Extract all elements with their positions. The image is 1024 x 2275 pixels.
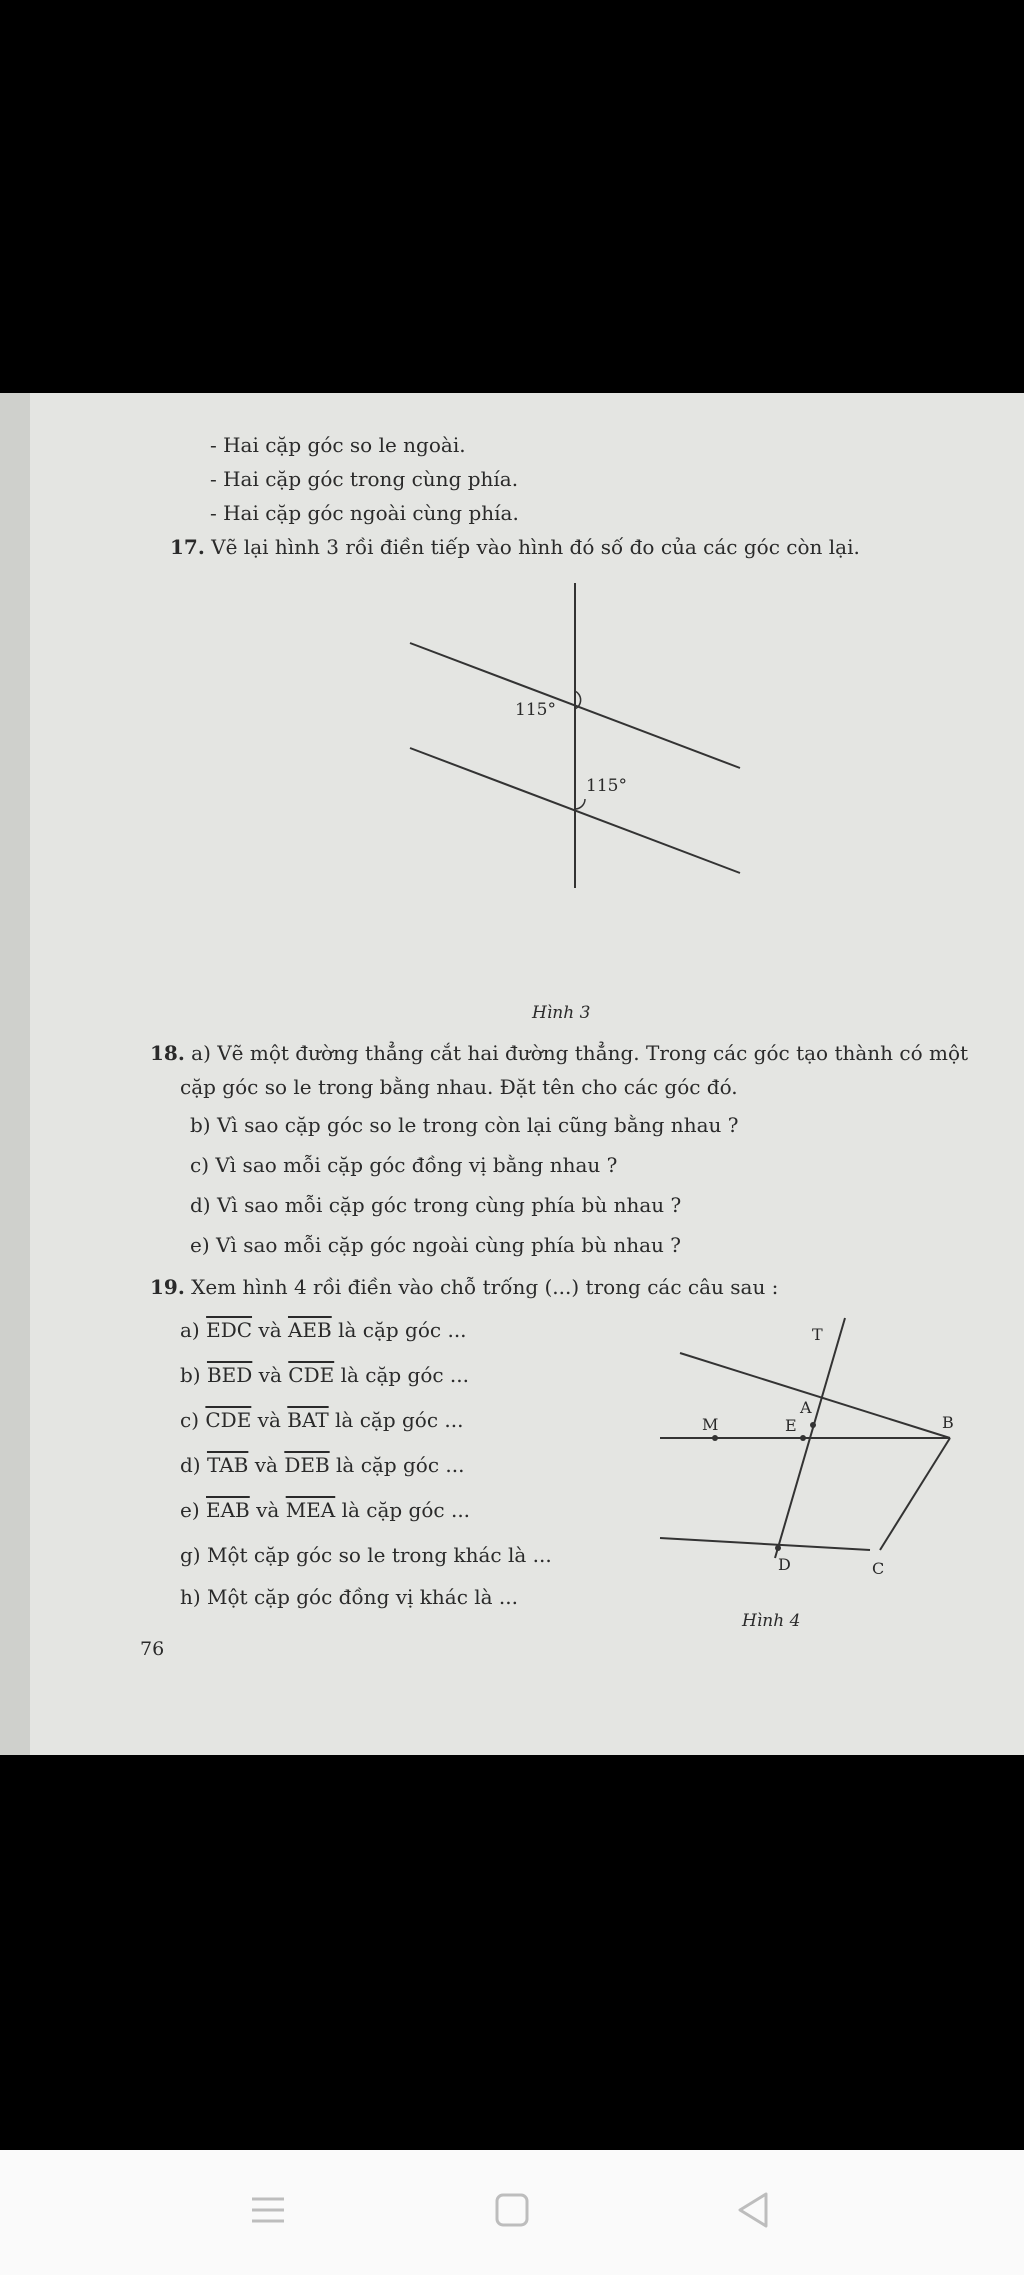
item-prefix: b) (180, 1363, 201, 1387)
angle-name: $\overline{TAB}$ (206, 1453, 249, 1477)
question-19 (150, 1275, 778, 1299)
segment-BC (880, 1438, 950, 1550)
question-18-number: 18. (150, 1041, 185, 1065)
home-button[interactable] (482, 2180, 542, 2240)
figure-4 (650, 1318, 980, 1588)
point-A (810, 1422, 816, 1428)
question-17 (170, 535, 860, 559)
bullet-2: - Hai cặp góc trong cùng phía. (210, 467, 519, 491)
conjunction: và (257, 1408, 281, 1432)
bullet-1: - Hai cặp góc so le ngoài. (210, 433, 466, 457)
question-18-b: b) Vì sao cặp góc so le trong còn lại cũng bằng nhau ? (190, 1113, 739, 1137)
angle-label-bottom: 115° (586, 776, 627, 796)
question-18-d: d) Vì sao mỗi cặp góc trong cùng phía bù nhau ? (190, 1193, 682, 1217)
question-19-b (180, 1363, 469, 1387)
label-D: D (778, 1555, 791, 1574)
item-prefix: d) (180, 1453, 201, 1477)
question-18-c: c) Vì sao mỗi cặp góc đồng vị bằng nhau ? (190, 1153, 618, 1177)
textbook-page (0, 393, 1024, 1755)
item-suffix: là cặp góc ... (335, 1408, 464, 1432)
question-18-a-line1 (150, 1041, 968, 1065)
item-suffix: là cặp góc ... (340, 1363, 469, 1387)
question-19-h: h) Một cặp góc đồng vị khác là ... (180, 1585, 519, 1609)
home-icon (482, 2180, 542, 2240)
page-edge (0, 393, 30, 1755)
question-17-text: Vẽ lại hình 3 rồi điền tiếp vào hình đó số đo của các góc còn lại. (211, 535, 860, 559)
conjunction: và (258, 1318, 282, 1342)
angle-name: $\overline{CDE}$ (205, 1408, 252, 1432)
point-M (712, 1435, 718, 1441)
question-19-e (180, 1498, 470, 1522)
question-19-d (180, 1453, 464, 1477)
question-18-e: e) Vì sao mỗi cặp góc ngoài cùng phía bù nhau ? (190, 1233, 681, 1257)
angle-name: $\overline{BAT}$ (287, 1408, 329, 1432)
conjunction: và (254, 1453, 278, 1477)
question-17-number: 17. (170, 535, 205, 559)
conjunction: và (256, 1498, 280, 1522)
figure-4-caption: Hình 4 (742, 1611, 801, 1631)
angle-name: $\overline{BED}$ (206, 1363, 253, 1387)
line-DC (660, 1538, 870, 1550)
menu-icon (238, 2180, 298, 2240)
label-A: A (800, 1398, 812, 1417)
angle-name: $\overline{AEB}$ (287, 1318, 332, 1342)
back-icon (724, 2180, 784, 2240)
item-prefix: c) (180, 1408, 200, 1432)
question-18-a-text: a) Vẽ một đường thẳng cắt hai đường thẳng. Trong các góc tạo thành có một (191, 1041, 969, 1065)
question-19-text: Xem hình 4 rồi điền vào chỗ trống (...) trong các câu sau : (191, 1275, 779, 1299)
figure-3 (400, 583, 760, 913)
point-D (775, 1545, 781, 1551)
point-E (800, 1435, 806, 1441)
angle-name: $\overline{MEA}$ (285, 1498, 336, 1522)
label-M: M (702, 1415, 719, 1434)
label-E: E (785, 1416, 797, 1435)
conjunction: và (258, 1363, 282, 1387)
label-T: T (812, 1325, 823, 1344)
item-prefix: a) (180, 1318, 200, 1342)
question-19-number: 19. (150, 1275, 185, 1299)
angle-name: $\overline{DEB}$ (284, 1453, 330, 1477)
figure-3-caption: Hình 3 (532, 1003, 591, 1023)
label-B: B (942, 1413, 954, 1432)
angle-name: $\overline{EAB}$ (206, 1498, 250, 1522)
recent-apps-button[interactable] (238, 2180, 298, 2240)
angle-name: $\overline{EDC}$ (206, 1318, 253, 1342)
angle-name: $\overline{CDE}$ (288, 1363, 335, 1387)
item-prefix: e) (180, 1498, 200, 1522)
question-19-c (180, 1408, 463, 1432)
page-number: 76 (140, 1638, 165, 1660)
item-suffix: là cặp góc ... (341, 1498, 471, 1522)
item-suffix: là cặp góc ... (336, 1453, 465, 1477)
angle-arc-bottom (575, 799, 585, 809)
question-18-a-line2: cặp góc so le trong bằng nhau. Đặt tên cho các góc đó. (180, 1075, 738, 1099)
label-C: C (872, 1559, 885, 1578)
question-19-g: g) Một cặp góc so le trong khác là ... (180, 1543, 552, 1567)
item-suffix: là cặp góc ... (338, 1318, 467, 1342)
question-19-a (180, 1318, 467, 1342)
bullet-3: - Hai cặp góc ngoài cùng phía. (210, 501, 519, 525)
angle-label-top: 115° (515, 700, 556, 720)
back-button[interactable] (724, 2180, 784, 2240)
system-navigation-bar (0, 2150, 1024, 2275)
